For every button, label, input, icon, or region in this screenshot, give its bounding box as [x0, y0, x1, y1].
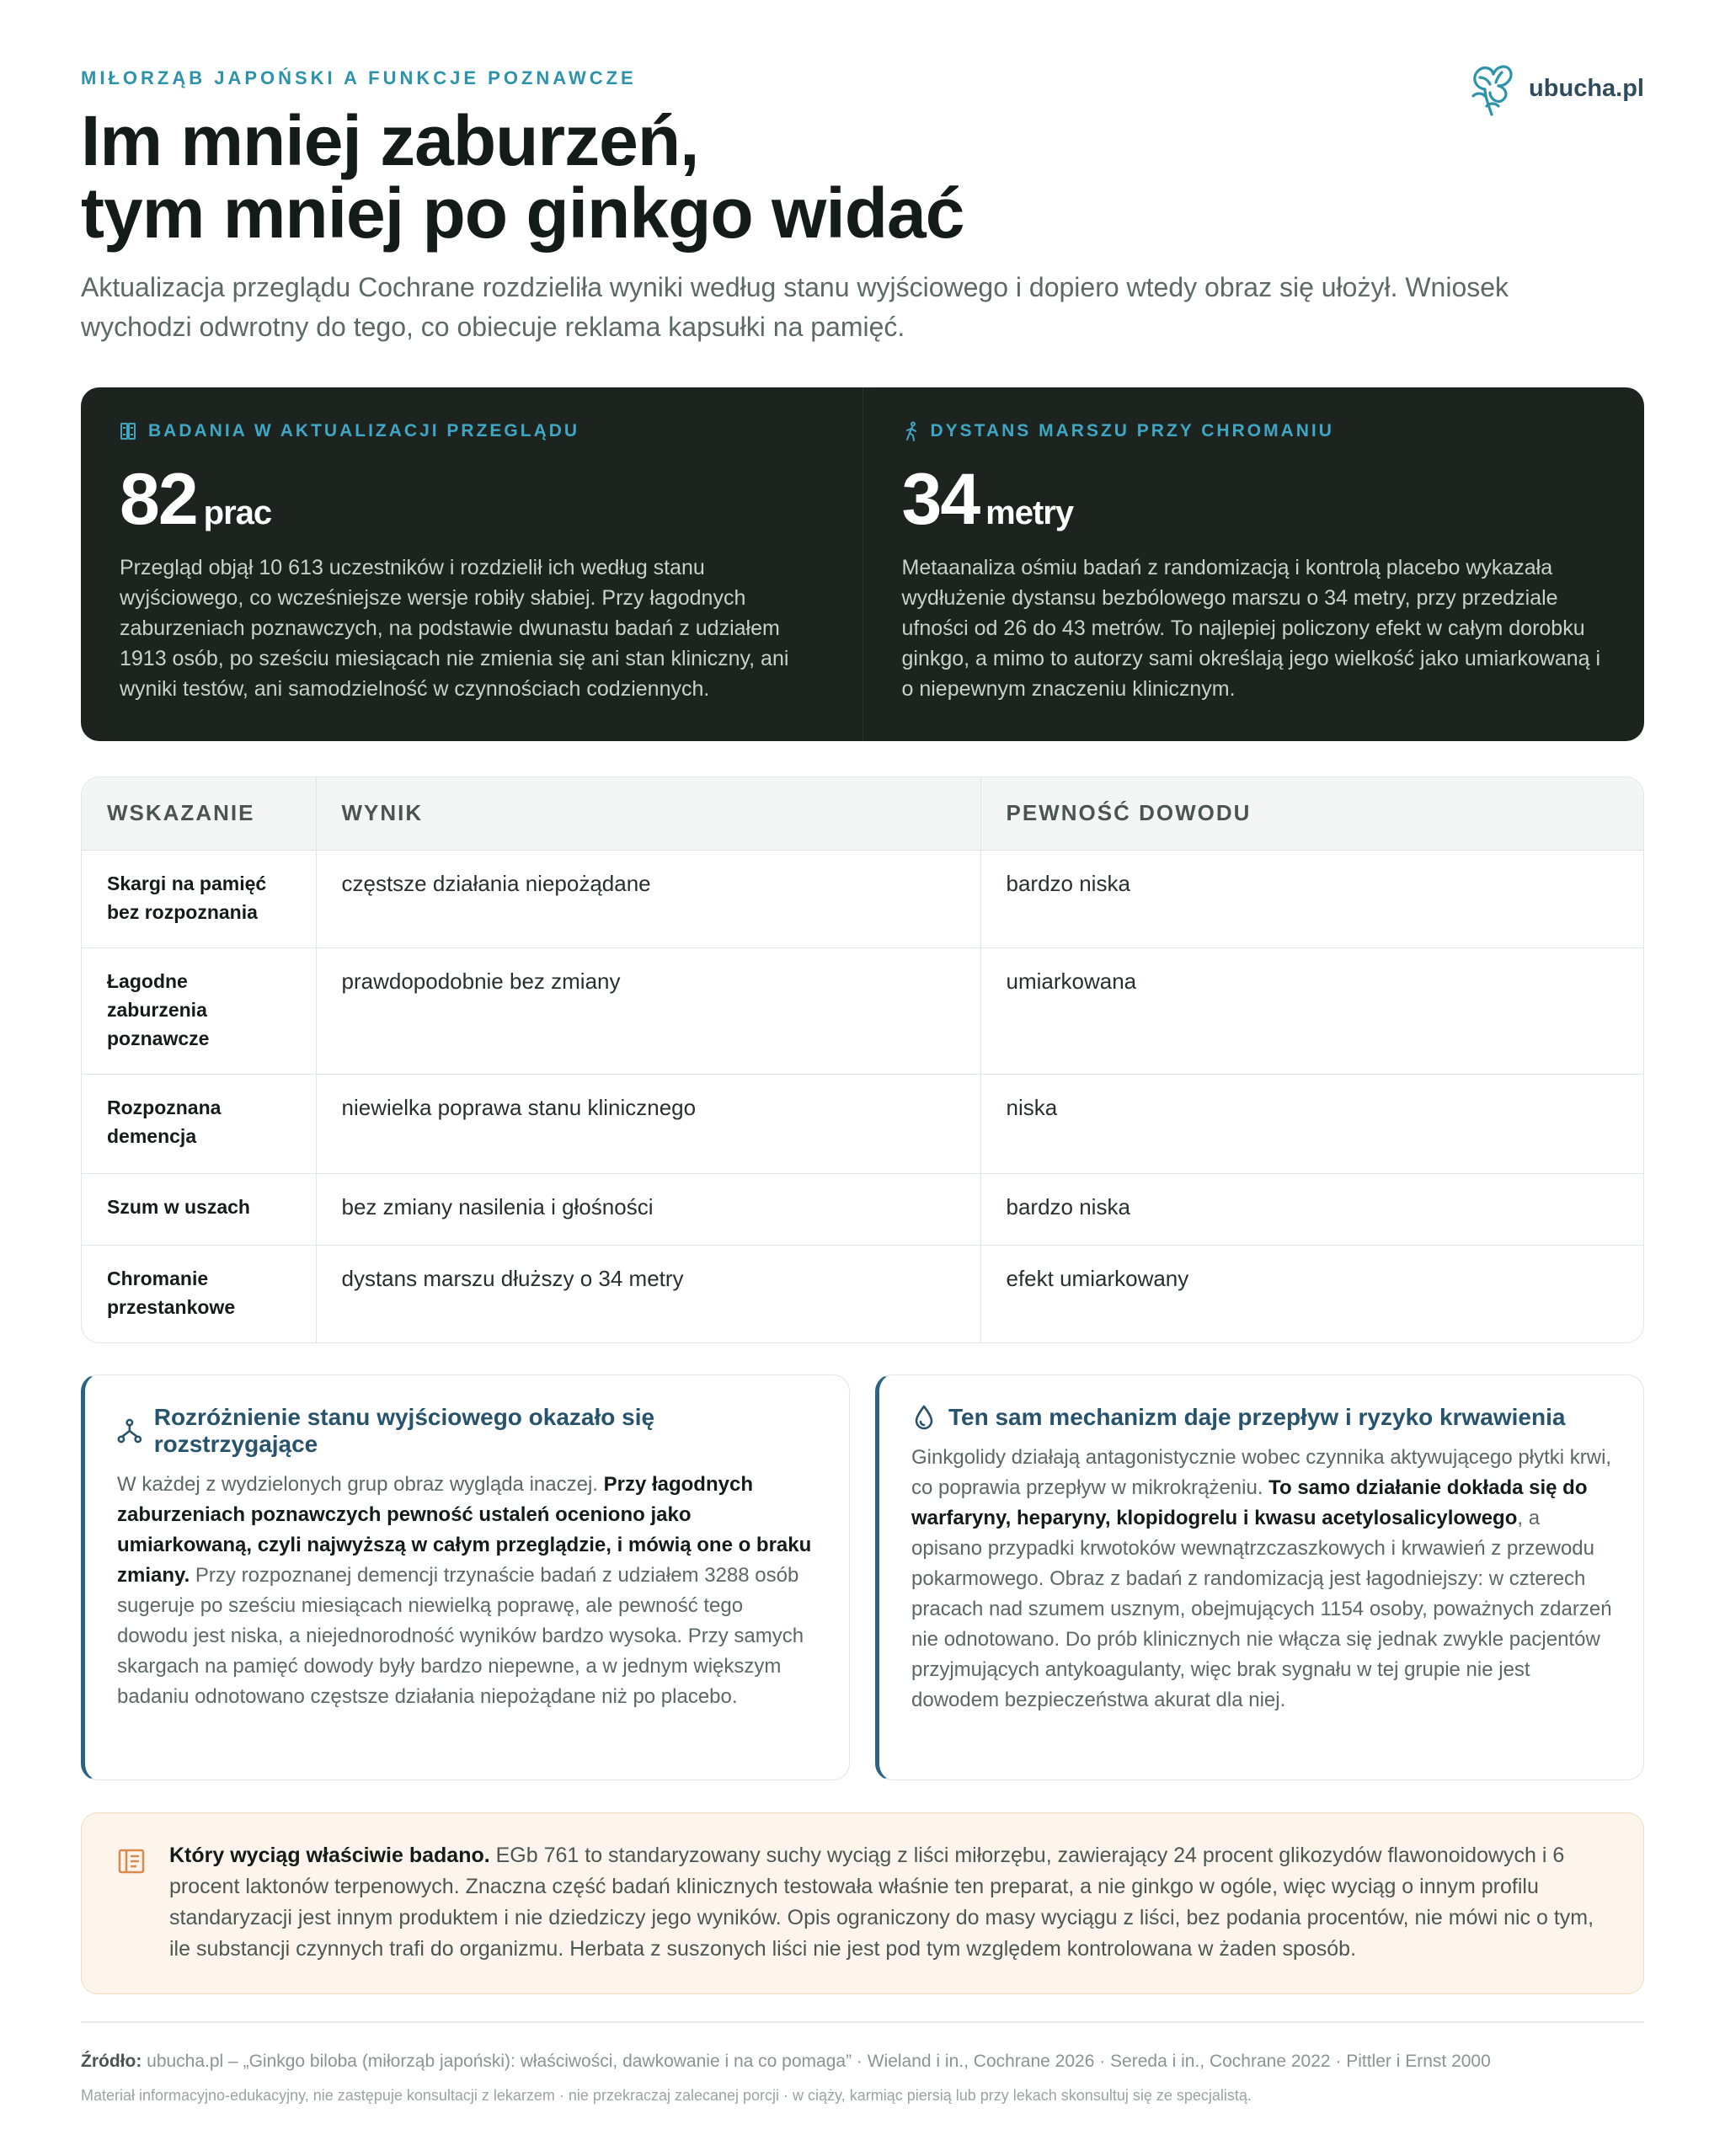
certainty-cell: efekt umiarkowany [980, 1245, 1643, 1342]
table-row [82, 1245, 1643, 1342]
column-header-result: WYNIK [316, 777, 980, 850]
callout-rest: Przy rozpoznanej demencji trzynaście badań z udziałem 3288 osób sugeruje po sześciu miesiącach niewielką poprawę, ale pewność tego dowodu jest niska, a niejednorodność wyników bardzo wysoka. Przy samych skargach na pamięć dowody były bardzo niepewne, a w jednym większym badaniu odnotowano częstsze działania niepożądane niż po placebo. [117, 1564, 804, 1708]
table-header-row [82, 777, 1643, 850]
callout-bleeding [875, 1374, 1644, 1780]
callout-lead: W każdej z wydzielonych grup obraz wygląda inaczej. [117, 1473, 604, 1496]
disclaimer: Materiał informacyjno-edukacyjny, nie zastępuje konsultacji z lekarzem · nie przekraczaj zalecanej porcji · w ciąży, karmiąc piersią lub przy lekach skonsultuj się ze specjalistą. [81, 2087, 1252, 2104]
table-row [82, 947, 1643, 1074]
stat-label [902, 421, 1605, 441]
callouts [81, 1374, 1644, 1780]
certainty-cell: umiarkowana [980, 947, 1643, 1074]
title-line-2: tym mniej po ginkgo widać [81, 173, 964, 253]
callout-baseline [81, 1374, 850, 1780]
indication-cell: Chromanie przestankowe [107, 1267, 236, 1318]
certainty-cell: bardzo niska [980, 1173, 1643, 1245]
evidence-table [81, 776, 1644, 1343]
table-row [82, 850, 1643, 947]
extract-note [81, 1812, 1644, 1994]
stat-description: Przegląd objął 10 613 uczestników i rozdzielił ich według stanu wyjściowego, co wcześniejsze wersje robiły słabiej. Przy łagodnych zaburzeniach poznawczych, na podstawie dwunastu badań z udziałem 1913 osób, po sześciu miesiącach nie zmienia się ani stan kliniczny, ani wyniki testów, ani samodzielność w czynnościach codziennych. [120, 556, 789, 701]
source-line [81, 2052, 1491, 2072]
callout-heading [117, 1404, 819, 1458]
stat-studies [81, 387, 862, 741]
stat-description: Metaanaliza ośmiu badań z randomizacją i kontrolą placebo wykazała wydłużenie dystansu bezbólowego marszu o 34 metry, przy przedziale ufności od 26 do 43 metrów. To najlepiej policzony efekt w całym dorobku ginkgo, a mimo to autorzy sami określają jego wielkość jako umiarkowaną i o niepewnym znaczeniu klinicznym. [901, 556, 1601, 701]
indication-cell: Skargi na pamięć bez rozpoznania [82, 850, 316, 947]
stat-walking-distance [862, 387, 1645, 741]
callout-heading [911, 1404, 1613, 1431]
callout-body [117, 1470, 819, 1712]
brand-name: ubucha.pl [1529, 74, 1644, 102]
subtitle: Aktualizacja przeglądu Cochrane rozdzieliła wyniki według stanu wyjściowego i dopiero wtedy obraz się ułożył. Wniosek wychodzi odwrotny do tego, co obiecuje reklama kapsułki na pamięć. [81, 272, 1509, 342]
callout-emphasis: To samo działanie dokłada się do warfaryny, heparyny, klopidogrelu i kwasu acetylosalicylowego [911, 1476, 1588, 1529]
brand-logo[interactable] [1468, 59, 1644, 118]
note-text [169, 1840, 1605, 1965]
result-cell: prawdopodobnie bez zmiany [316, 947, 980, 1074]
book-icon [120, 421, 138, 441]
branch-icon [117, 1417, 142, 1444]
walking-icon [902, 421, 921, 441]
callout-title: Ten sam mechanizm daje przepływ i ryzyko krwawienia [948, 1404, 1566, 1430]
table-row [82, 1173, 1643, 1245]
certainty-cell: bardzo niska [980, 850, 1643, 947]
source-text: ubucha.pl – „Ginkgo biloba (miłorząb japoński): właściwości, dawkowanie i na co pomaga” · Wieland i in., Cochrane 2026 · Sereda i in., Cochrane 2022 · Pittler i Ernst 2000 [142, 2052, 1491, 2071]
result-cell: niewielka poprawa stanu klinicznego [316, 1074, 980, 1173]
stat-number: 34 [901, 459, 980, 540]
result-cell: dystans marszu dłuższy o 34 metry [316, 1245, 980, 1342]
stat-unit: metry [985, 494, 1074, 531]
column-header-indication: WSKAZANIE [82, 777, 316, 850]
table-row [82, 1074, 1643, 1173]
callout-emphasis: Przy łagodnych zaburzeniach poznawczych pewność ustaleń oceniono jako umiarkowaną, czyli najwyższą w całym przeglądzie, i mówią one o braku zmiany. [117, 1473, 812, 1587]
stat-number: 82 [120, 459, 197, 540]
document-icon [117, 1847, 146, 1876]
indication-cell: Szum w uszach [82, 1173, 316, 1245]
callout-rest: , a opisano przypadki krwotoków wewnątrzczaszkowych i krwawień z przewodu pokarmowego. Obraz z badań z randomizacją jest łagodniejszy: w czterech pracach nad szumem usznym, obejmujących 1154 osoby, poważnych zdarzeń nie odnotowano. Do prób klinicznych nie włącza się jednak zwykle pacjentów przyjmujących antykoagulanty, więc brak sygnału w tej grupie nie jest dowodem bezpieczeństwa akurat dla niej. [911, 1507, 1612, 1711]
callout-title: Rozróżnienie stanu wyjściowego okazało się rozstrzygające [153, 1404, 655, 1457]
stat-label [120, 421, 822, 441]
certainty-cell: niska [980, 1074, 1643, 1173]
page-title [81, 101, 1644, 253]
column-header-certainty: PEWNOŚĆ DOWODU [980, 777, 1643, 850]
header [81, 67, 1644, 347]
stats-panel [81, 387, 1644, 741]
indication-cell: Rozpoznana demencja [82, 1074, 316, 1173]
stat-unit: prac [203, 494, 272, 531]
stat-label-text: DYSTANS MARSZU PRZY CHROMANIU [930, 421, 1334, 440]
callout-body [911, 1443, 1613, 1716]
ginkgo-logo-icon [1468, 59, 1515, 118]
source-label: Źródło: [81, 2052, 142, 2071]
indication-cell: Łagodne zaburzenia poznawcze [82, 947, 316, 1074]
drop-icon [911, 1404, 937, 1431]
note-body: EGb 761 to standaryzowany suchy wyciąg z liści miłorzębu, zawierający 24 procent glikozydów flawonoidowych i 6 procent laktonów terpenowych. Znaczna część badań klinicznych testowała właśnie ten preparat, a nie ginkgo w ogóle, więc wyciąg o innym profilu standaryzacji jest innym produktem i nie dziedziczy jego wyników. Opis ograniczony do masy wyciągu z liści, bez podania procentów, nie mówi nic o tym, ile substancji czynnych trafi do organizmu. Herbata z suszonych liści nie jest pod tym względem kontrolowana w żaden sposób. [169, 1844, 1594, 1961]
result-cell: bez zmiany nasilenia i głośności [316, 1173, 980, 1245]
stat-label-text: BADANIA W AKTUALIZACJI PRZEGLĄDU [148, 421, 580, 440]
eyebrow: MIŁORZĄB JAPOŃSKI A FUNKCJE POZNAWCZE [81, 67, 637, 88]
stat-value [120, 459, 822, 540]
note-heading: Który wyciąg właściwie badano. [169, 1844, 490, 1867]
result-cell: częstsze działania niepożądane [316, 850, 980, 947]
callout-lead: Ginkgolidy działają antagonistycznie wobec czynnika aktywującego płytki krwi, co poprawia przepływ w mikrokrążeniu. [911, 1446, 1612, 1499]
title-line-1: Im mniej zaburzeń, [81, 101, 699, 180]
footer-divider [81, 2021, 1644, 2023]
stat-value [901, 459, 1605, 540]
